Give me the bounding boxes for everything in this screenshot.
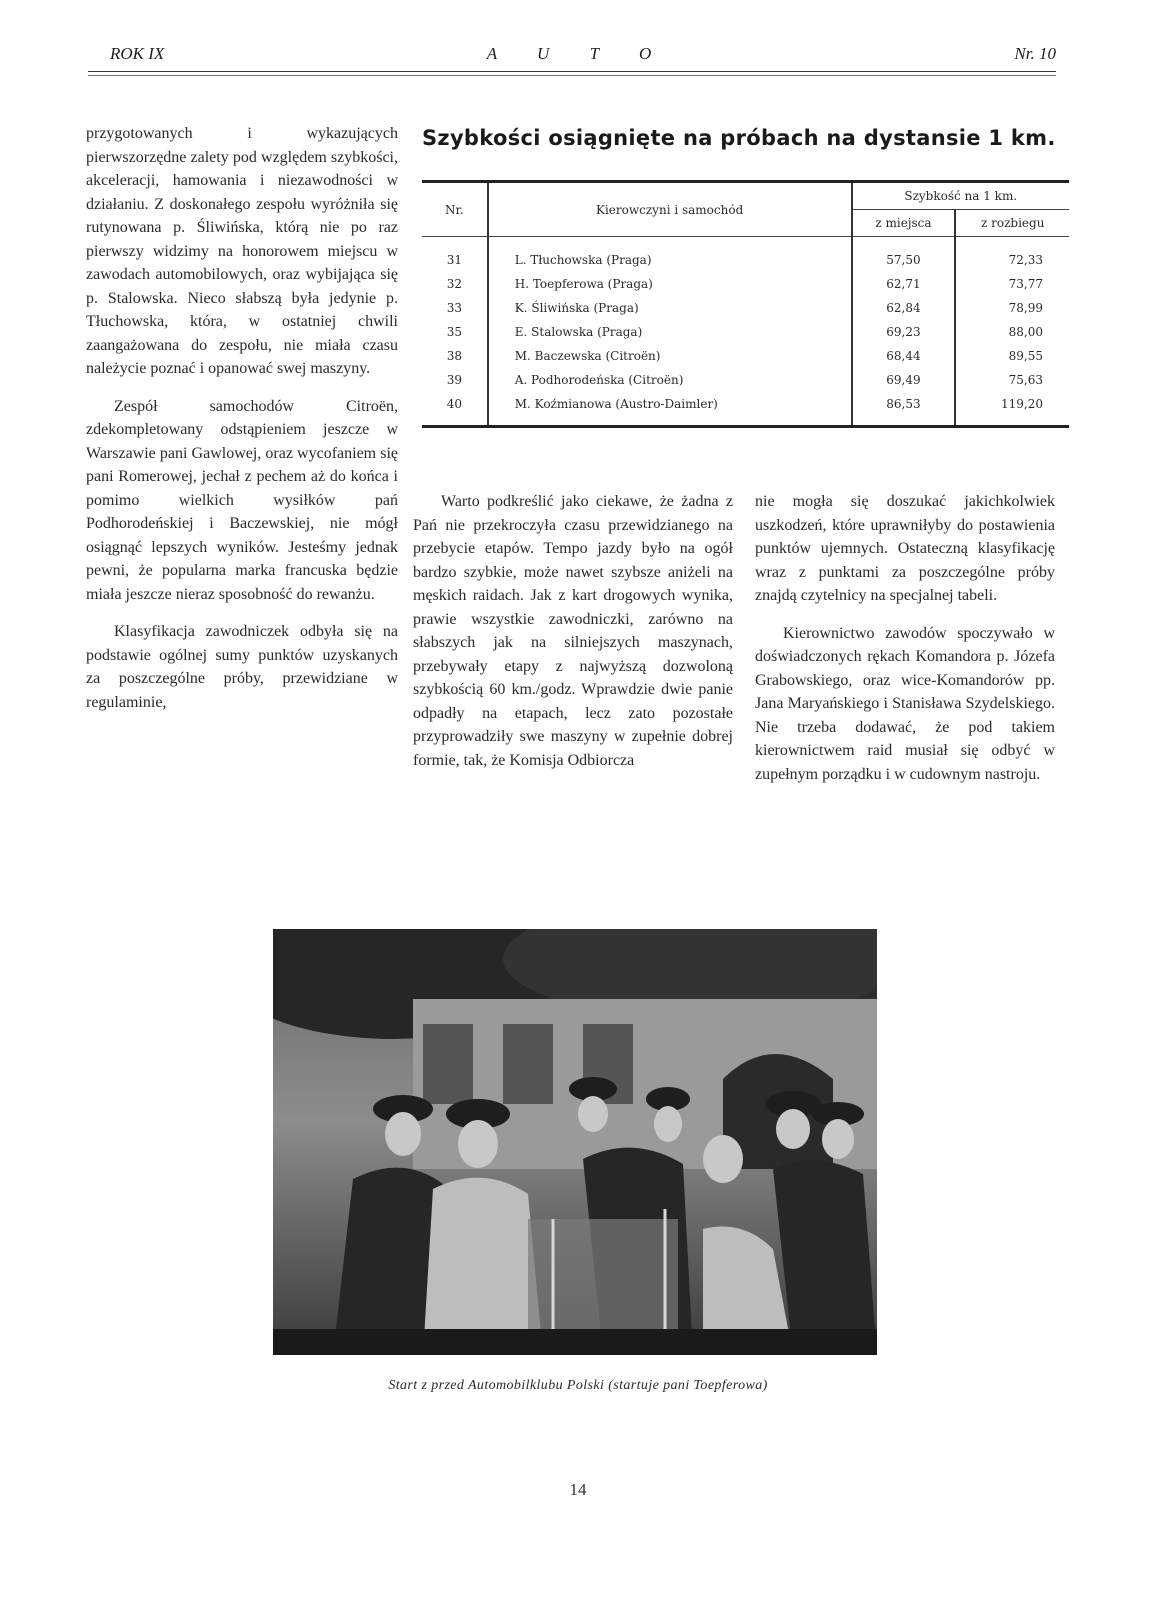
row-from-start: 86,53 [852, 392, 956, 427]
row-rolling: 73,77 [955, 272, 1069, 296]
row-from-start: 68,44 [852, 344, 956, 368]
left-paragraph-2: Zespół samochodów Citroën, zdekompletowany odstąpieniem jeszcze w Warszawie pani Gawlowej, oraz wycofaniem się pani Romerowej, jechał z pechem aż do końca i pomimo wielkich wysiłków pań Podhorodeńskiej i Baczewskiej, nie mógł osiągnąć lepszych wyników. Jesteśmy jednak pewni, że popularna marka francuska będzie miała jeszcze nieraz sposobność do rewanżu. [86, 397, 398, 603]
col-header-driver: Kierowczyni i samochód [488, 182, 852, 237]
row-nr: 32 [446, 277, 463, 291]
right-text-column [755, 490, 1055, 800]
table-title: Szybkości osiągnięte na próbach na dystansie 1 km. [422, 126, 1056, 150]
row-nr: 40 [446, 397, 463, 411]
photograph-crowd-at-start [273, 929, 877, 1355]
page-number: 14 [569, 1480, 587, 1499]
row-driver: E. Stalowska (Praga) [488, 320, 852, 344]
row-driver: L. Tłuchowska (Praga) [488, 237, 852, 273]
row-nr: 38 [446, 349, 463, 363]
table-row [422, 320, 1069, 344]
photo-caption: Start z przed Automobilklubu Polski (startuje pani Toepferowa) [388, 1378, 768, 1393]
header-rule [88, 71, 1056, 72]
table-row [422, 344, 1069, 368]
row-from-start: 69,23 [852, 320, 956, 344]
row-from-start: 62,84 [852, 296, 956, 320]
issue-number: Nr. 10 [1014, 44, 1056, 63]
col-header-speed: Szybkość na 1 km. [852, 182, 1070, 210]
row-driver: M. Koźmianowa (Austro-Daimler) [488, 392, 852, 427]
row-rolling: 119,20 [955, 392, 1069, 427]
table-row [422, 296, 1069, 320]
volume-label: ROK IX [110, 44, 165, 63]
photo-illustration [273, 929, 877, 1355]
row-rolling: 78,99 [955, 296, 1069, 320]
row-nr: 31 [446, 253, 463, 267]
left-paragraph-1: przygotowanych i wykazujących pierwszorzędne zalety pod względem szybkości, akceleracji, hamowania i niezawodności w działaniu. Z doskonałego zespołu wyróżniła się rutynowana p. Śliwińska, którą nie po raz pierwszy widzimy na honorowem miejscu w zawodach automobilowych, oraz wybijająca się p. Stalowska. Nieco słabszą była jedynie p. Tłuchowska, która, w ostatniej chwili zaangażowana do zespołu, nie miała czasu należycie poznać i opanować swej maszyny. [86, 125, 398, 377]
row-rolling: 88,00 [955, 320, 1069, 344]
magazine-title: A U T O [486, 44, 670, 63]
left-text-column [86, 122, 398, 728]
row-driver: K. Śliwińska (Praga) [488, 296, 852, 320]
middle-text-column [413, 490, 733, 786]
col-header-from-start: z miejsca [852, 210, 956, 237]
table-row [422, 368, 1069, 392]
row-rolling: 89,55 [955, 344, 1069, 368]
row-driver: A. Podhorodeńska (Citroën) [488, 368, 852, 392]
right-paragraph-2: Kierownictwo zawodów spoczywało w doświadczonych rękach Komandora p. Józefa Grabowskiego, oraz wice-Komandorów pp. Jana Maryańskiego i Stanisława Szydelskiego. Nie trzeba dodawać, że pod takiem kierownictwem raid musiał się odbyć w zupełnym porządku i w cudownym nastroju. [755, 624, 1055, 783]
header-rule-secondary [88, 75, 1056, 76]
row-driver: M. Baczewska (Citroën) [488, 344, 852, 368]
row-nr: 33 [446, 301, 463, 315]
table-row [422, 237, 1069, 273]
col-header-nr: Nr. [422, 182, 488, 237]
right-paragraph-1: nie mogła się doszukać jakichkolwiek uszkodzeń, które uprawniłyby do postawienia punktów ujemnych. Ostateczną klasyfikację wraz z punktami za poszczególne próby znajdą czytelnicy na specjalnej tabeli. [755, 493, 1055, 604]
row-rolling: 75,63 [955, 368, 1069, 392]
speed-results-table [422, 180, 1069, 428]
row-from-start: 69,49 [852, 368, 956, 392]
row-driver: H. Toepferowa (Praga) [488, 272, 852, 296]
running-header [0, 44, 1156, 80]
table-row [422, 272, 1069, 296]
row-nr: 35 [446, 325, 463, 339]
row-from-start: 62,71 [852, 272, 956, 296]
middle-paragraph-1: Warto podkreślić jako ciekawe, że żadna z Pań nie przekroczyła czasu przewidzianego na przebycie etapów. Tempo jazdy było na ogół bardzo szybkie, może nawet szybsze aniżeli na męskich raidach. Jak z kart drogowych wynika, prawie wszystkie zawodniczki, zarówno na słabszych jak na silniejszych maszynach, przebywały etapy z najwyższą dozwoloną szybkością 60 km./godz. Wprawdzie dwie panie odpadły na etapach, lecz zato pozostałe przyprowadziły swe maszyny w zupełnie dobrej formie, tak, że Komisja Odbiorcza [413, 493, 733, 769]
col-header-rolling: z rozbiegu [955, 210, 1069, 237]
table-row [422, 392, 1069, 427]
left-paragraph-3: Klasyfikacja zawodniczek odbyła się na podstawie ogólnej sumy punktów uzyskanych za poszczególne próby, przewidziane w regulaminie, [86, 623, 398, 711]
row-nr: 39 [446, 373, 463, 387]
row-from-start: 57,50 [852, 237, 956, 273]
row-rolling: 72,33 [955, 237, 1069, 273]
